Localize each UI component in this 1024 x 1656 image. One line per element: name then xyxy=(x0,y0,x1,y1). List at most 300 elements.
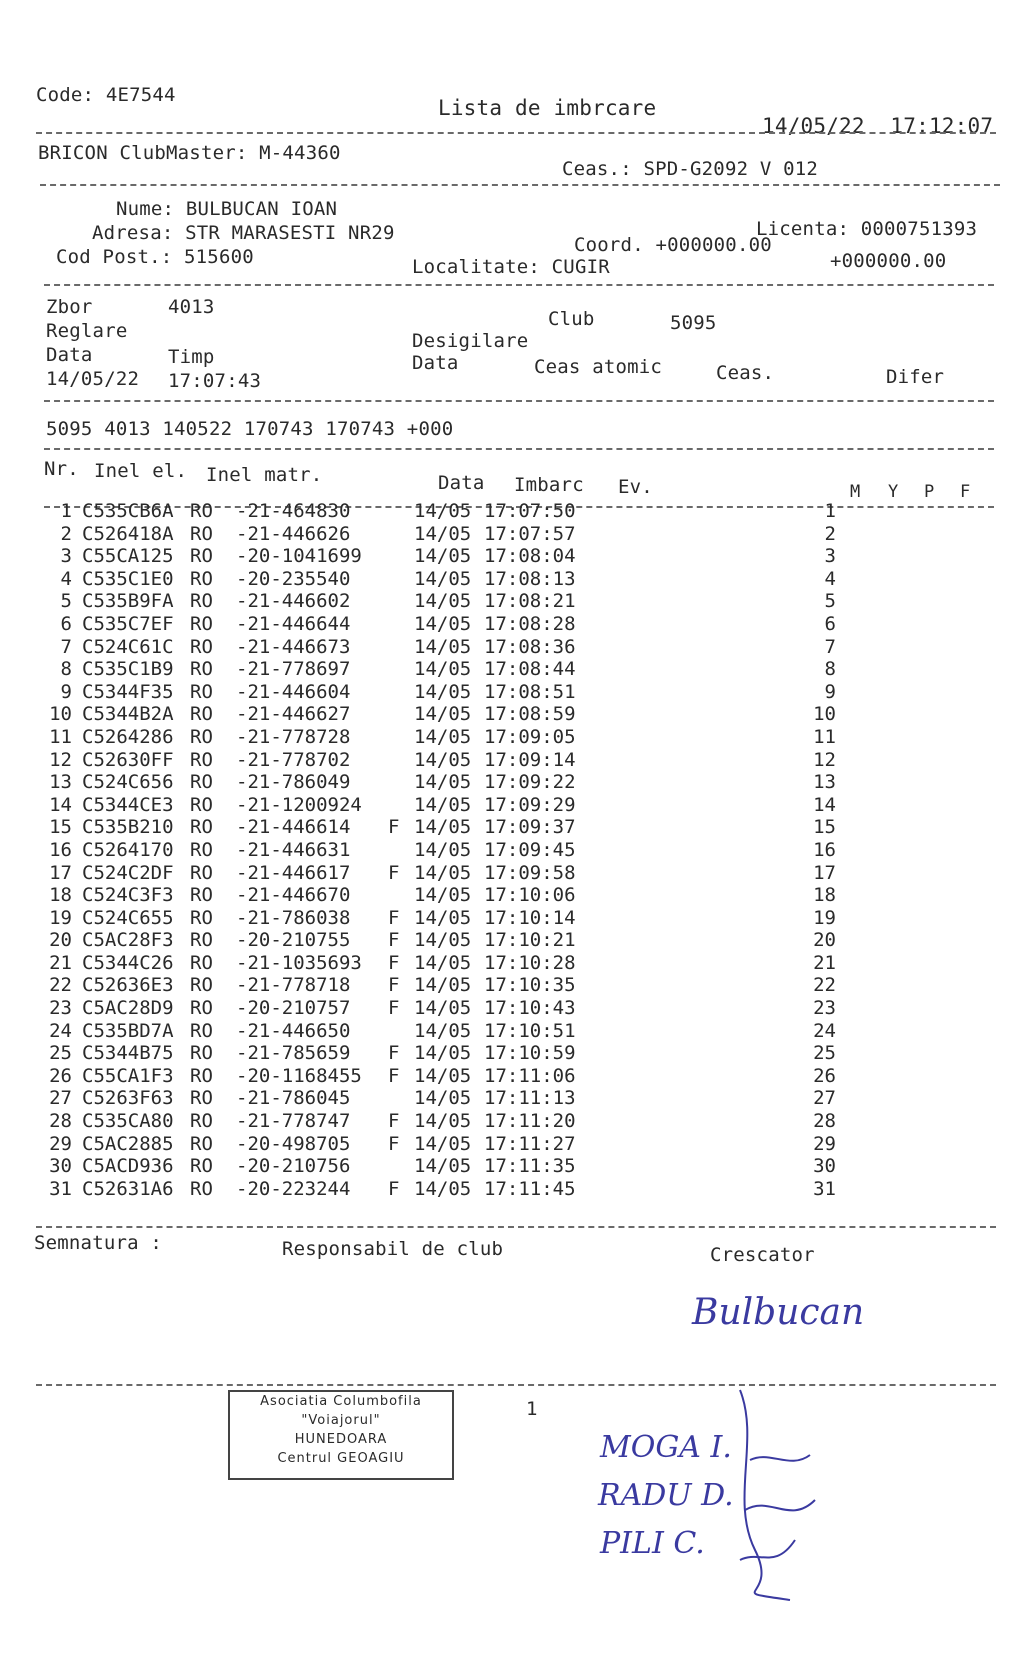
flight-number: 4013 xyxy=(168,296,215,318)
cell-ev: F xyxy=(388,861,400,884)
cell-tara: RO xyxy=(190,680,213,703)
club-number: 5095 xyxy=(670,312,717,334)
cell-inel: C5344CE3 xyxy=(82,793,174,816)
cell-matr: -21-778697 xyxy=(236,658,351,681)
cell-tara: RO xyxy=(190,567,213,590)
cell-matr: -21-446673 xyxy=(236,635,351,658)
club-responsible-label: Responsabil de club xyxy=(282,1238,504,1260)
cell-data: 14/05 xyxy=(414,997,472,1020)
cell-inel: C55CA1F3 xyxy=(82,1064,174,1087)
cell-data: 14/05 xyxy=(414,816,472,839)
code-label: Code: 4E7544 xyxy=(36,84,176,106)
cell-tara: RO xyxy=(190,725,213,748)
license-number: Licenta: 0000751393 xyxy=(756,218,978,240)
table-row xyxy=(36,862,996,885)
cell-ora: 17:09:22 xyxy=(484,771,576,794)
table-row xyxy=(36,997,996,1020)
cell-data: 14/05 xyxy=(414,500,472,522)
date-label: Data xyxy=(46,344,93,366)
cell-data: 14/05 xyxy=(414,838,472,861)
cell-tara: RO xyxy=(190,974,213,997)
cell-inel: C5AC28F3 xyxy=(82,929,174,952)
cell-matr: -20-210755 xyxy=(236,929,351,952)
cell-m: 24 xyxy=(813,1019,836,1042)
cell-data: 14/05 xyxy=(414,861,472,884)
cell-m: 12 xyxy=(813,748,836,771)
cell-ora: 17:08:51 xyxy=(484,680,576,703)
cell-tara: RO xyxy=(190,1064,213,1087)
cell-m: 6 xyxy=(824,612,836,635)
col-event: Ev. xyxy=(618,476,653,498)
cell-ev: F xyxy=(388,906,400,929)
cell-m: 16 xyxy=(813,838,836,861)
cell-data: 14/05 xyxy=(414,929,472,952)
cell-m: 9 xyxy=(824,680,836,703)
cell-m: 11 xyxy=(813,725,836,748)
cell-ev: F xyxy=(388,1177,400,1200)
signature-scribble xyxy=(700,1380,830,1610)
signature-label: Semnatura : xyxy=(34,1232,163,1254)
cell-data: 14/05 xyxy=(414,974,472,997)
clocking-table xyxy=(36,500,996,1200)
cell-m: 14 xyxy=(813,793,836,816)
cell-ora: 17:10:51 xyxy=(484,1019,576,1042)
cell-nr: 20 xyxy=(49,929,72,952)
cell-m: 27 xyxy=(813,1087,836,1110)
cell-tara: RO xyxy=(190,771,213,794)
col-p: P xyxy=(924,482,935,502)
divider xyxy=(36,1226,996,1228)
cell-m: 4 xyxy=(824,567,836,590)
cell-m: 22 xyxy=(813,974,836,997)
cell-ora: 17:11:13 xyxy=(484,1087,576,1110)
cell-inel: C524C61C xyxy=(82,635,174,658)
cell-inel: C5ACD936 xyxy=(82,1155,174,1178)
cell-tara: RO xyxy=(190,838,213,861)
cell-tara: RO xyxy=(190,500,213,522)
cell-nr: 10 xyxy=(49,703,72,726)
club-stamp xyxy=(228,1390,454,1480)
cell-inel: C52630FF xyxy=(82,748,174,771)
cell-tara: RO xyxy=(190,522,213,545)
page-number: 1 xyxy=(526,1398,538,1420)
atomic-clock-label: Ceas atomic xyxy=(534,356,663,378)
table-row xyxy=(36,703,996,726)
cell-ev: F xyxy=(388,997,400,1020)
col-clocking: Imbarc xyxy=(514,474,584,496)
difference-label: Difer xyxy=(886,366,945,388)
table-row xyxy=(36,590,996,613)
cell-m: 29 xyxy=(813,1132,836,1155)
locality: Localitate: CUGIR xyxy=(412,256,610,278)
cell-matr: -20-1041699 xyxy=(236,545,362,568)
table-row xyxy=(36,636,996,659)
cell-data: 14/05 xyxy=(414,703,472,726)
cell-tara: RO xyxy=(190,1019,213,1042)
cell-tara: RO xyxy=(190,635,213,658)
committee-signature-1: MOGA I. xyxy=(600,1430,732,1465)
cell-ev: F xyxy=(388,1110,400,1133)
cell-m: 2 xyxy=(824,522,836,545)
table-row xyxy=(36,952,996,975)
cell-data: 14/05 xyxy=(414,725,472,748)
table-row xyxy=(36,884,996,907)
divider xyxy=(36,132,996,134)
cell-matr: -21-446617 xyxy=(236,861,351,884)
table-row xyxy=(36,613,996,636)
cell-nr: 9 xyxy=(60,680,72,703)
col-f: F xyxy=(960,482,971,502)
cell-nr: 23 xyxy=(49,997,72,1020)
table-row xyxy=(36,545,996,568)
cell-ora: 17:11:27 xyxy=(484,1132,576,1155)
cell-ora: 17:11:20 xyxy=(484,1110,576,1133)
cell-matr: -21-464830 xyxy=(236,500,351,522)
cell-nr: 3 xyxy=(60,545,72,568)
cell-matr: -21-778718 xyxy=(236,974,351,997)
table-row xyxy=(36,816,996,839)
cell-tara: RO xyxy=(190,748,213,771)
cell-inel: C5263F63 xyxy=(82,1087,174,1110)
table-row xyxy=(36,1087,996,1110)
cell-data: 14/05 xyxy=(414,1042,472,1065)
cell-m: 13 xyxy=(813,771,836,794)
table-row xyxy=(36,1042,996,1065)
clock-label: Ceas. xyxy=(716,362,775,384)
time-label: Timp xyxy=(168,346,215,368)
cell-m: 15 xyxy=(813,816,836,839)
cell-nr: 8 xyxy=(60,658,72,681)
cell-m: 7 xyxy=(824,635,836,658)
cell-ora: 17:08:21 xyxy=(484,590,576,613)
club-label: Club xyxy=(548,308,595,330)
coordinates-secondary: +000000.00 xyxy=(830,250,947,272)
cell-data: 14/05 xyxy=(414,635,472,658)
cell-nr: 6 xyxy=(60,612,72,635)
cell-tara: RO xyxy=(190,1155,213,1178)
cell-ora: 17:08:04 xyxy=(484,545,576,568)
cell-matr: -20-223244 xyxy=(236,1177,351,1200)
cell-nr: 25 xyxy=(49,1042,72,1065)
cell-ev: F xyxy=(388,974,400,997)
divider xyxy=(44,284,994,286)
cell-m: 10 xyxy=(813,703,836,726)
cell-data: 14/05 xyxy=(414,884,472,907)
cell-ora: 17:09:05 xyxy=(484,725,576,748)
cell-inel: C535BD7A xyxy=(82,1019,174,1042)
setting-date: 14/05/22 xyxy=(46,368,140,390)
cell-inel: C55CA125 xyxy=(82,545,174,568)
cell-nr: 27 xyxy=(49,1087,72,1110)
table-row xyxy=(36,1155,996,1178)
cell-data: 14/05 xyxy=(414,1177,472,1200)
setting-label: Reglare xyxy=(46,320,128,342)
table-row xyxy=(36,726,996,749)
cell-inel: C52631A6 xyxy=(82,1177,174,1200)
cell-inel: C535CB6A xyxy=(82,500,174,522)
divider xyxy=(36,1384,996,1386)
cell-data: 14/05 xyxy=(414,545,472,568)
breeder-signature: Bulbucan xyxy=(692,1292,865,1333)
cell-inel: C5264286 xyxy=(82,725,174,748)
table-row xyxy=(36,1110,996,1133)
table-row xyxy=(36,1178,996,1201)
cell-inel: C52636E3 xyxy=(82,974,174,997)
cell-data: 14/05 xyxy=(414,1019,472,1042)
cell-inel: C524C656 xyxy=(82,771,174,794)
cell-ev: F xyxy=(388,1042,400,1065)
cell-matr: -21-446650 xyxy=(236,1019,351,1042)
stamp-line: Centrul GEOAGIU xyxy=(277,1451,405,1466)
cell-tara: RO xyxy=(190,545,213,568)
cell-ora: 17:08:13 xyxy=(484,567,576,590)
cell-tara: RO xyxy=(190,884,213,907)
cell-data: 14/05 xyxy=(414,658,472,681)
cell-matr: -21-1200924 xyxy=(236,793,362,816)
col-date: Data xyxy=(438,472,485,494)
col-y: Y xyxy=(888,482,899,502)
cell-tara: RO xyxy=(190,1087,213,1110)
table-row xyxy=(36,907,996,930)
table-row xyxy=(36,568,996,591)
table-row xyxy=(36,749,996,772)
cell-m: 26 xyxy=(813,1064,836,1087)
divider xyxy=(40,184,1000,186)
cell-matr: -21-446631 xyxy=(236,838,351,861)
cell-nr: 21 xyxy=(49,951,72,974)
cell-ora: 17:10:21 xyxy=(484,929,576,952)
col-electronic-ring: Inel el. xyxy=(94,460,188,482)
cell-ora: 17:10:59 xyxy=(484,1042,576,1065)
cell-m: 28 xyxy=(813,1110,836,1133)
cell-ora: 17:10:14 xyxy=(484,906,576,929)
cell-ora: 17:08:44 xyxy=(484,658,576,681)
cell-ora: 17:10:06 xyxy=(484,884,576,907)
document-title: Lista de imbrcare xyxy=(438,96,657,120)
cell-inel: C5AC2885 xyxy=(82,1132,174,1155)
cell-inel: C535CA80 xyxy=(82,1110,174,1133)
cell-matr: -21-446626 xyxy=(236,522,351,545)
col-m: M xyxy=(850,482,861,502)
cell-data: 14/05 xyxy=(414,771,472,794)
cell-tara: RO xyxy=(190,816,213,839)
cell-m: 25 xyxy=(813,1042,836,1065)
cell-ev: F xyxy=(388,1064,400,1087)
cell-ora: 17:08:28 xyxy=(484,612,576,635)
cell-data: 14/05 xyxy=(414,567,472,590)
cell-matr: -20-1168455 xyxy=(236,1064,362,1087)
cell-matr: -21-446604 xyxy=(236,680,351,703)
cell-m: 30 xyxy=(813,1155,836,1178)
postal-code: Cod Post.: 515600 xyxy=(56,246,254,268)
owner-address: Adresa: STR MARASESTI NR29 xyxy=(92,222,395,244)
cell-ora: 17:07:57 xyxy=(484,522,576,545)
cell-ora: 17:09:29 xyxy=(484,793,576,816)
cell-nr: 26 xyxy=(49,1064,72,1087)
cell-data: 14/05 xyxy=(414,1087,472,1110)
cell-data: 14/05 xyxy=(414,522,472,545)
cell-matr: -21-446602 xyxy=(236,590,351,613)
cell-m: 8 xyxy=(824,658,836,681)
cell-nr: 16 xyxy=(49,838,72,861)
cell-nr: 22 xyxy=(49,974,72,997)
cell-nr: 30 xyxy=(49,1155,72,1178)
cell-matr: -21-785659 xyxy=(236,1042,351,1065)
cell-nr: 18 xyxy=(49,884,72,907)
cell-data: 14/05 xyxy=(414,1132,472,1155)
cell-inel: C535C1E0 xyxy=(82,567,174,590)
cell-m: 31 xyxy=(813,1177,836,1200)
unsealing-date-label: Data xyxy=(412,352,459,374)
cell-matr: -20-235540 xyxy=(236,567,351,590)
cell-data: 14/05 xyxy=(414,680,472,703)
cell-nr: 13 xyxy=(49,771,72,794)
table-row xyxy=(36,658,996,681)
cell-nr: 5 xyxy=(60,590,72,613)
cell-ora: 17:10:35 xyxy=(484,974,576,997)
cell-tara: RO xyxy=(190,793,213,816)
cell-ora: 17:11:35 xyxy=(484,1155,576,1178)
cell-nr: 14 xyxy=(49,793,72,816)
clock-model-label: Ceas.: SPD-G2092 V 012 xyxy=(562,158,819,180)
cell-matr: -21-778747 xyxy=(236,1110,351,1133)
cell-inel: C5344C26 xyxy=(82,951,174,974)
cell-inel: C5344B75 xyxy=(82,1042,174,1065)
cell-tara: RO xyxy=(190,590,213,613)
cell-inel: C5264170 xyxy=(82,838,174,861)
table-row xyxy=(36,500,996,523)
cell-ora: 17:07:50 xyxy=(484,500,576,522)
cell-matr: -21-446614 xyxy=(236,816,351,839)
cell-nr: 29 xyxy=(49,1132,72,1155)
cell-nr: 24 xyxy=(49,1019,72,1042)
cell-matr: -20-210757 xyxy=(236,997,351,1020)
col-ring-number: Inel matr. xyxy=(206,464,323,486)
cell-ora: 17:09:14 xyxy=(484,748,576,771)
cell-nr: 17 xyxy=(49,861,72,884)
cell-ora: 17:10:43 xyxy=(484,997,576,1020)
cell-inel: C535B9FA xyxy=(82,590,174,613)
divider xyxy=(44,400,994,402)
table-row xyxy=(36,839,996,862)
stamp-line: HUNEDOARA xyxy=(294,1432,388,1447)
cell-data: 14/05 xyxy=(414,906,472,929)
committee-signature-2: RADU D. xyxy=(598,1478,734,1513)
cell-m: 23 xyxy=(813,997,836,1020)
stamp-line: "Voiajorul" xyxy=(301,1413,381,1428)
cell-tara: RO xyxy=(190,658,213,681)
cell-matr: -21-446627 xyxy=(236,703,351,726)
cell-inel: C524C2DF xyxy=(82,861,174,884)
cell-tara: RO xyxy=(190,997,213,1020)
cell-ora: 17:11:06 xyxy=(484,1064,576,1087)
table-row xyxy=(36,794,996,817)
cell-tara: RO xyxy=(190,612,213,635)
flight-label: Zbor xyxy=(46,296,93,318)
cell-m: 21 xyxy=(813,951,836,974)
cell-tara: RO xyxy=(190,906,213,929)
cell-ora: 17:09:37 xyxy=(484,816,576,839)
cell-nr: 11 xyxy=(49,725,72,748)
cell-matr: -21-1035693 xyxy=(236,951,362,974)
cell-m: 3 xyxy=(824,545,836,568)
clubmaster-label: BRICON ClubMaster: M-44360 xyxy=(38,142,341,164)
cell-ora: 17:08:59 xyxy=(484,703,576,726)
cell-inel: C5344B2A xyxy=(82,703,174,726)
table-row xyxy=(36,1133,996,1156)
table-row xyxy=(36,974,996,997)
cell-data: 14/05 xyxy=(414,793,472,816)
cell-ora: 17:08:36 xyxy=(484,635,576,658)
committee-signature-3: PILI C. xyxy=(600,1526,705,1561)
col-nr: Nr. xyxy=(44,458,79,480)
breeder-label: Crescator xyxy=(710,1244,815,1266)
table-row xyxy=(36,929,996,952)
cell-tara: RO xyxy=(190,861,213,884)
cell-tara: RO xyxy=(190,1042,213,1065)
cell-data: 14/05 xyxy=(414,1110,472,1133)
cell-ora: 17:09:45 xyxy=(484,838,576,861)
cell-nr: 1 xyxy=(60,500,72,522)
cell-matr: -21-446644 xyxy=(236,612,351,635)
cell-matr: -21-786045 xyxy=(236,1087,351,1110)
cell-inel: C526418A xyxy=(82,522,174,545)
cell-matr: -21-786049 xyxy=(236,771,351,794)
cell-tara: RO xyxy=(190,703,213,726)
table-row xyxy=(36,1065,996,1088)
cell-m: 1 xyxy=(824,500,836,522)
cell-ora: 17:11:45 xyxy=(484,1177,576,1200)
cell-ev: F xyxy=(388,816,400,839)
cell-nr: 31 xyxy=(49,1177,72,1200)
cell-data: 14/05 xyxy=(414,1155,472,1178)
cell-inel: C5AC28D9 xyxy=(82,997,174,1020)
cell-inel: C524C3F3 xyxy=(82,884,174,907)
cell-tara: RO xyxy=(190,1177,213,1200)
owner-name: Nume: BULBUCAN IOAN xyxy=(116,198,338,220)
cell-nr: 2 xyxy=(60,522,72,545)
coordinates: Coord. +000000.00 xyxy=(574,234,772,256)
cell-ev: F xyxy=(388,1132,400,1155)
cell-inel: C535B210 xyxy=(82,816,174,839)
cell-m: 5 xyxy=(824,590,836,613)
cell-data: 14/05 xyxy=(414,612,472,635)
cell-m: 20 xyxy=(813,929,836,952)
cell-tara: RO xyxy=(190,951,213,974)
table-row xyxy=(36,771,996,794)
cell-tara: RO xyxy=(190,929,213,952)
cell-matr: -21-778702 xyxy=(236,748,351,771)
cell-data: 14/05 xyxy=(414,1064,472,1087)
cell-nr: 4 xyxy=(60,567,72,590)
cell-inel: C535C1B9 xyxy=(82,658,174,681)
cell-matr: -21-786038 xyxy=(236,906,351,929)
cell-m: 19 xyxy=(813,906,836,929)
cell-matr: -21-446670 xyxy=(236,884,351,907)
cell-ev: F xyxy=(388,951,400,974)
cell-ev: F xyxy=(388,929,400,952)
cell-m: 17 xyxy=(813,861,836,884)
table-row xyxy=(36,681,996,704)
cell-nr: 7 xyxy=(60,635,72,658)
unsealing-label: Desigilare xyxy=(412,330,529,352)
cell-matr: -20-210756 xyxy=(236,1155,351,1178)
cell-nr: 19 xyxy=(49,906,72,929)
summary-line: 5095 4013 140522 170743 170743 +000 xyxy=(46,418,454,440)
cell-m: 18 xyxy=(813,884,836,907)
cell-tara: RO xyxy=(190,1110,213,1133)
cell-data: 14/05 xyxy=(414,951,472,974)
